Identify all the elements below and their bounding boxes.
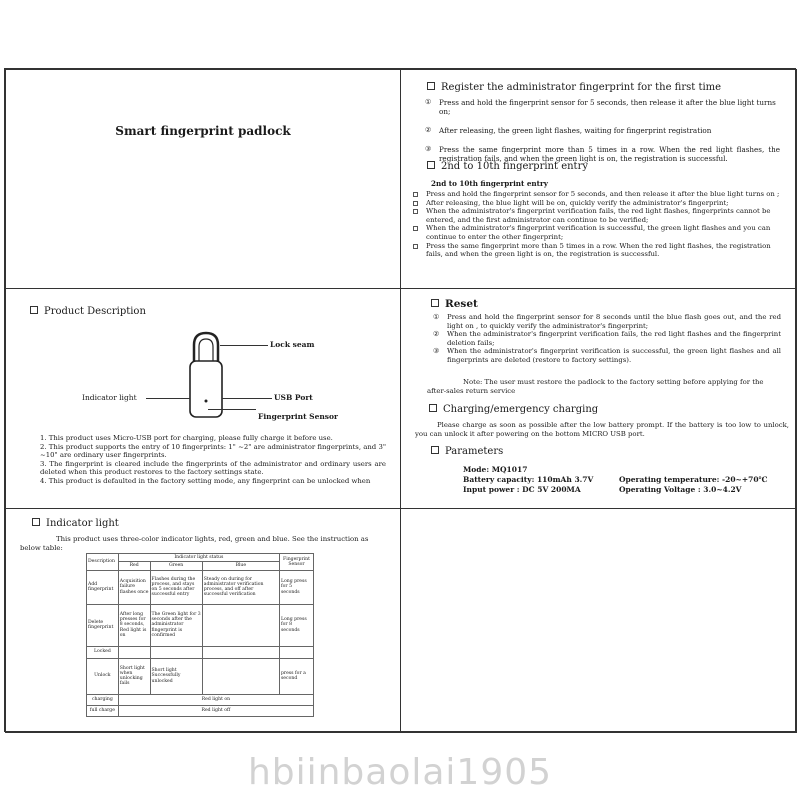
indicator-heading: Indicator light xyxy=(32,518,119,529)
entry-subheading: 2nd to 10th fingerprint entry xyxy=(431,179,548,188)
table-header-row xyxy=(87,562,314,570)
table-cell xyxy=(279,646,313,658)
checkbox-icon xyxy=(413,226,418,231)
empty-cell xyxy=(400,508,797,733)
checkbox-icon xyxy=(413,209,418,214)
register-step: ① Press and hold the fingerprint sensor for 5 seconds, then release it after the blue light turns on; xyxy=(425,98,776,116)
title-cell xyxy=(5,69,401,289)
reset-step: ③ When the administrator's fingerprint verification is successful, the green light flashes and all fingerprints are deleted (restore to factory settings). xyxy=(433,347,781,364)
entry-heading: 2nd to 10th fingerprint entry xyxy=(427,161,588,172)
usb-label: USB Port xyxy=(274,393,313,402)
register-step: ② After releasing, the green light flashes, waiting for fingerprint registration xyxy=(425,126,712,135)
param-model: Mode: MQ1017 xyxy=(463,465,528,474)
product-note: 4. This product is defaulted in the factory setting mode, any fingerprint can be unlocked when xyxy=(40,476,371,485)
reset-heading: Reset xyxy=(431,298,478,310)
checkbox-icon xyxy=(30,306,38,314)
table-cell: Acquisition failure flashes once xyxy=(118,570,150,604)
reset-note: Note: The user must restore the padlock to the factory setting before applying for the after-sales return service xyxy=(427,378,764,395)
table-header: Fingerprint Sensor xyxy=(279,554,313,571)
register-step: ③ Press the same fingerprint more than 5 times in a row. When the red light flashes, the registration fails, and when the green light is on, the registration is successful. xyxy=(425,145,780,163)
table-cell: Red light off xyxy=(118,705,313,716)
register-steps xyxy=(425,98,780,163)
table-cell: Short light when unlocking fails xyxy=(118,658,150,694)
table-row xyxy=(87,646,314,658)
table-row xyxy=(87,570,314,604)
reset-cell xyxy=(400,288,797,509)
table-cell: After long presses for 8 seconds, Red light is on xyxy=(118,604,150,646)
entry-step: After releasing, the blue light will be on, quickly verify the administrator's fingerprint; xyxy=(413,199,787,208)
checkbox-icon xyxy=(413,201,418,206)
charging-text: Please charge as soon as possible after the low battery prompt. If the battery is too low to unlock, you can unlock it after powering on the bottom MICRO USB port. xyxy=(415,421,789,438)
product-heading: Product Description xyxy=(30,306,146,317)
register-heading: Register the administrator fingerprint for the first time xyxy=(427,82,721,93)
table-cell: The Green light for 3 seconds after the administrator fingerprint is confirmed xyxy=(150,604,202,646)
page-title: Smart fingerprint padlock xyxy=(115,124,291,138)
checkbox-icon xyxy=(431,446,439,454)
charging-heading: Charging/emergency charging xyxy=(429,404,598,415)
leader-line xyxy=(222,398,272,399)
table-cell xyxy=(202,604,279,646)
table-cell: Long press for 5 seconds xyxy=(279,570,313,604)
entry-steps xyxy=(413,190,787,259)
sensor-label: Fingerprint Sensor xyxy=(258,412,338,421)
table-header: Indicator light status xyxy=(118,554,279,562)
table-cell: Delete fingerprint xyxy=(87,604,119,646)
reset-step: ① Press and hold the fingerprint sensor for 8 seconds until the blue flash goes out, and the red light on , to quickly verify the administrator's fingerprint; xyxy=(433,313,781,330)
entry-step: When the administrator's fingerprint verification is successful, the green light flashes and you can continue to enter the other fingerprint; xyxy=(413,224,787,241)
param-temp: Operating temperature: -20~+70℃ xyxy=(619,475,768,484)
table-cell xyxy=(202,646,279,658)
product-note: 3. The fingerprint is cleared include the fingerprints of the administrator and ordinary users are deleted when this product restores to the factory settings state. xyxy=(40,459,386,477)
table-cell: Long press for 8 seconds xyxy=(279,604,313,646)
table-header: Blue xyxy=(202,562,279,570)
table-cell: Short light Successfully unlocked xyxy=(150,658,202,694)
checkbox-icon xyxy=(32,518,40,526)
register-cell xyxy=(400,69,797,289)
indicator-table xyxy=(86,553,314,717)
table-cell: Steady on during for administrator verification process, and off after successful verification xyxy=(202,570,279,604)
table-cell: charging xyxy=(87,694,119,705)
table-row xyxy=(87,604,314,646)
product-note: 1. This product uses Micro-USB port for charging, please fully charge it before use. xyxy=(40,434,333,442)
checkbox-icon xyxy=(413,192,418,197)
table-cell xyxy=(118,646,150,658)
lock-seam-label: Lock seam xyxy=(270,340,315,349)
table-header: Red xyxy=(118,562,150,570)
parameters-heading: Parameters xyxy=(431,446,503,457)
param-battery: Battery capacity: 110mAh 3.7V xyxy=(463,475,594,484)
table-row xyxy=(87,705,314,716)
product-notes xyxy=(40,434,386,486)
leader-line xyxy=(146,398,190,399)
table-cell xyxy=(202,658,279,694)
checkbox-icon xyxy=(413,244,418,249)
table-header: Description xyxy=(87,554,119,571)
checkbox-icon xyxy=(431,299,439,307)
product-note: 2. This product supports the entry of 10 fingerprints: 1" ~2" are administrator fingerprints, and 3" ~10" are ordinary user fingerprints. xyxy=(40,442,386,460)
entry-step: When the administrator's fingerprint verification fails, the red light flashes, fingerprints cannot be entered, and the first administrator can continue to be verified; xyxy=(413,207,787,224)
table-header: Green xyxy=(150,562,202,570)
indicator-label: Indicator light xyxy=(82,393,137,402)
leader-line xyxy=(220,345,268,346)
table-cell: Add fingerprint xyxy=(87,570,119,604)
table-cell xyxy=(150,646,202,658)
table-cell: full charge xyxy=(87,705,119,716)
reset-step: ② When the administrator's fingerprint verification fails, the red light flashes and the fingerprint deletion fails; xyxy=(433,330,781,347)
table-header-row xyxy=(87,554,314,562)
watermark: hbiinbaolai1905 xyxy=(247,752,553,793)
table-cell: Red light on xyxy=(118,694,313,705)
leader-line xyxy=(208,409,256,410)
param-input: Input power : DC 5V 200MA xyxy=(463,485,581,494)
table-row xyxy=(87,658,314,694)
table-cell: Locked xyxy=(87,646,119,658)
product-cell xyxy=(5,288,401,509)
reset-steps xyxy=(415,313,781,365)
table-row xyxy=(87,694,314,705)
table-cell: Unlock xyxy=(87,658,119,694)
checkbox-icon xyxy=(429,404,437,412)
table-cell: Flashes during the process, and stays on 5 seconds after successful entry xyxy=(150,570,202,604)
checkbox-icon xyxy=(427,161,435,169)
entry-step: Press and hold the fingerprint sensor for 5 seconds, and then release it after the blue light turns on ; xyxy=(413,190,787,199)
param-voltage: Operating Voltage : 3.0~4.2V xyxy=(619,485,742,494)
entry-step: Press the same fingerprint more than 5 times in a row. When the red light flashes, the registration fails, and when the green light is on, the registration is successful. xyxy=(413,242,787,259)
table-cell: press for a second xyxy=(279,658,313,694)
checkbox-icon xyxy=(427,82,435,90)
indicator-intro: This product uses three-color indicator lights, red, green and blue. See the instruction as below table: xyxy=(20,535,369,552)
